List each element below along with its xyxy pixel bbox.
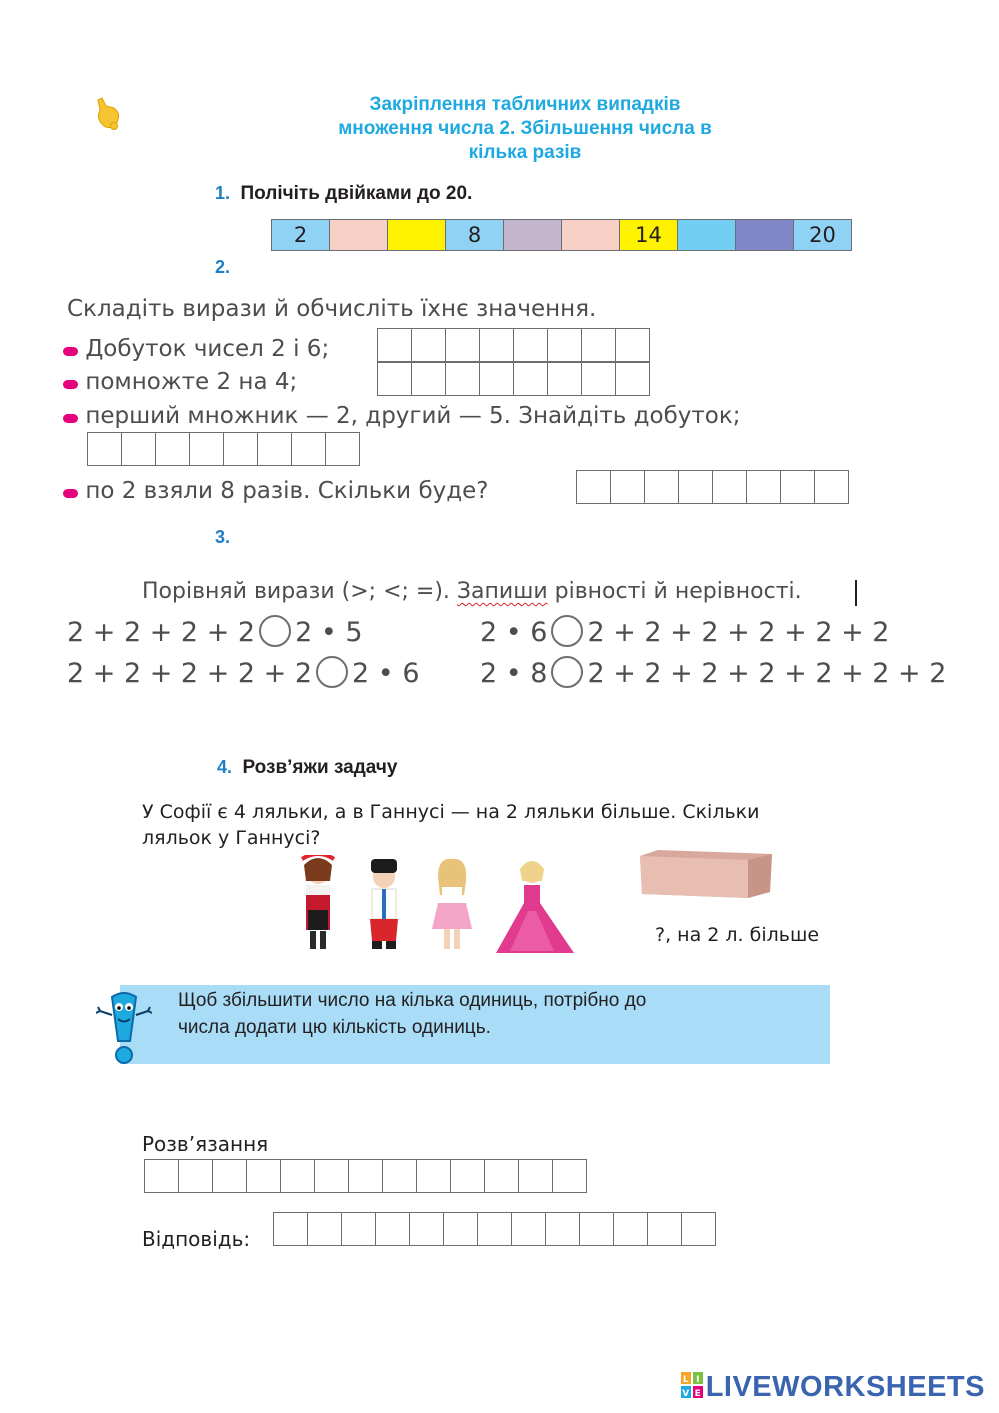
task-4-header	[217, 757, 397, 779]
rule-line-2: числа додати цю кількість одиниць.	[178, 1017, 491, 1038]
strip-cell-5[interactable]	[504, 220, 562, 250]
task-3-heading-part-3: рівності й нерівності.	[547, 579, 802, 604]
dolls-illustration	[292, 855, 582, 955]
strip-cell-7: 14	[620, 220, 678, 250]
compare-row-1	[67, 617, 363, 650]
liveworksheets-logo-icon	[681, 1372, 703, 1398]
bell-icon	[92, 96, 124, 132]
doll-1-icon	[302, 855, 334, 949]
task-3-number: 3.	[215, 527, 231, 547]
compare-circle-2[interactable]	[316, 656, 348, 688]
counting-strip	[271, 219, 852, 251]
logo-mark-letter-l: L	[682, 1375, 689, 1385]
task-3-heading	[142, 579, 802, 604]
liveworksheets-logo	[681, 1371, 985, 1404]
answer-grid-1[interactable]	[377, 328, 650, 362]
compare-circle-3[interactable]	[551, 615, 583, 647]
logo-mark-letter-i: I	[695, 1375, 700, 1385]
problem-line-2: ляльок у Ганнусі?	[142, 827, 321, 849]
task-2-item-2-text: помножте 2 на 4;	[85, 369, 298, 395]
task-1-header	[215, 183, 472, 205]
strip-cell-4: 8	[446, 220, 504, 250]
task-3-heading-part-2: Запиши	[456, 579, 548, 604]
compare-row-3-left: 2 • 6	[480, 617, 548, 648]
strip-cell-3[interactable]	[388, 220, 446, 250]
task-4-heading: Розв’яжи задачу	[242, 757, 398, 778]
compare-circle-1[interactable]	[259, 615, 291, 647]
exclamation-mascot-icon	[96, 991, 152, 1069]
strip-cell-6[interactable]	[562, 220, 620, 250]
logo-mark-letter-e: E	[694, 1389, 702, 1398]
solution-label: Розв’язання	[142, 1132, 269, 1156]
task-2-item-4-text: по 2 взяли 8 разів. Скільки буде?	[85, 478, 489, 504]
answer-grid-2[interactable]	[377, 362, 650, 396]
title-line-1: Закріплення табличних випадків	[369, 94, 681, 115]
compare-row-2-right: 2 • 6	[352, 658, 420, 689]
answer-grid[interactable]	[273, 1212, 716, 1246]
compare-row-1-right: 2 • 5	[295, 617, 363, 648]
problem-line-1: У Софії є 4 ляльки, а в Ганнусі — на 2 ляльки більше. Скільки	[142, 801, 760, 823]
logo-mark-letter-v: V	[681, 1389, 690, 1398]
rule-line-1: Щоб збільшити число на кілька одиниць, потрібно до	[178, 990, 647, 1011]
page-title	[250, 93, 800, 165]
strip-cell-1: 2	[272, 220, 330, 250]
compare-row-4-left: 2 • 8	[480, 658, 548, 689]
bullet-icon	[63, 414, 78, 423]
task-2-item-3-text: перший множник — 2, другий — 5. Знайдіть добуток;	[85, 403, 741, 429]
doll-3-icon	[432, 859, 472, 949]
box-icon	[638, 848, 774, 900]
doll-2-icon	[370, 859, 398, 949]
compare-row-2-left: 2 + 2 + 2 + 2 + 2	[67, 658, 313, 689]
bullet-icon	[63, 380, 78, 389]
task-2-item-2	[63, 369, 297, 395]
task-3-heading-part-1: Порівняй вирази (>; <; =).	[142, 579, 457, 604]
brand-name: LIVEWORKSHEETS	[705, 1371, 985, 1403]
compare-row-4-right: 2 + 2 + 2 + 2 + 2 + 2 + 2	[587, 658, 947, 689]
strip-cell-8[interactable]	[678, 220, 736, 250]
bullet-icon	[63, 489, 78, 498]
solution-grid[interactable]	[144, 1159, 587, 1193]
problem-text	[142, 799, 862, 851]
compare-row-3	[480, 617, 889, 650]
task-2-item-1	[63, 336, 329, 362]
title-line-3: кілька разів	[468, 142, 582, 163]
strip-cell-10: 20	[794, 220, 851, 250]
task-2-item-4	[63, 478, 489, 504]
compare-row-3-right: 2 + 2 + 2 + 2 + 2 + 2	[587, 617, 890, 648]
task-2-item-1-text: Добуток чисел 2 і 6;	[85, 336, 330, 362]
text-cursor	[855, 580, 857, 606]
answer-label: Відповідь:	[142, 1227, 251, 1251]
compare-row-1-left: 2 + 2 + 2 + 2	[67, 617, 256, 648]
compare-row-4	[480, 658, 946, 691]
task-2-item-3	[63, 403, 741, 429]
rule-text	[178, 987, 818, 1041]
box-caption: ?, на 2 л. більше	[655, 924, 820, 946]
task-2-heading: Складіть вирази й обчисліть їхнє значення.	[67, 296, 597, 322]
compare-circle-4[interactable]	[551, 656, 583, 688]
task-1-number: 1.	[215, 183, 231, 203]
task-2-number: 2.	[215, 257, 231, 277]
task-1-heading: Полічіть двійками до 20.	[240, 183, 473, 204]
doll-4-icon	[496, 861, 574, 953]
task-4-number: 4.	[217, 757, 233, 777]
strip-cell-2[interactable]	[330, 220, 388, 250]
bullet-icon	[63, 347, 78, 356]
title-line-2: множення числа 2. Збільшення числа в	[338, 118, 712, 139]
compare-row-2	[67, 658, 420, 691]
answer-grid-4[interactable]	[576, 470, 849, 504]
answer-grid-3[interactable]	[87, 432, 360, 466]
strip-cell-9[interactable]	[736, 220, 794, 250]
